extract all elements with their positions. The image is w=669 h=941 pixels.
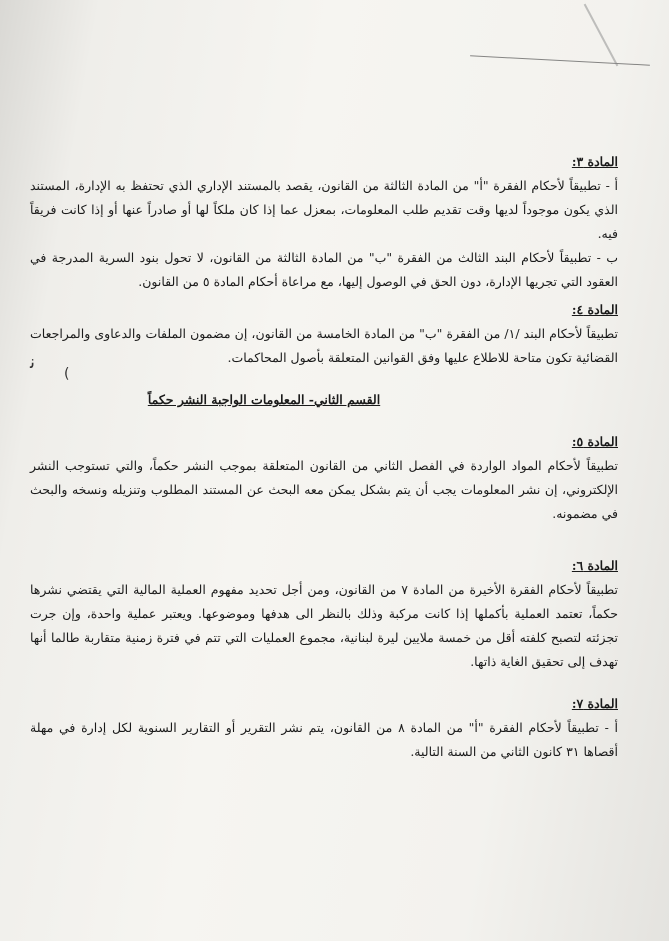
- article-heading: المادة ٦:: [571, 558, 618, 573]
- margin-pen-mark: (: [64, 366, 70, 382]
- article-heading: المادة ٤:: [571, 302, 618, 317]
- document-body: [30, 150, 618, 764]
- article-heading: المادة ٥:: [571, 434, 618, 449]
- article-paragraph: أ - تطبيقاً لأحكام الفقرة "أ" من المادة الثالثة من القانون، يقصد بالمستند الإداري الذي تحتفظ به الإدارة، المستند الذي يكون موجوداً لديها وقت تقديم طلب المعلومات، بمعزل عما إذا كان ملكاً لها أو صادراً عنها أو إذا كانت فريقاً فيه.: [30, 178, 618, 241]
- scan-fold-line: [584, 4, 619, 67]
- scan-fold-line: [470, 55, 650, 65]
- article-paragraph: تطبيقاً لأحكام المواد الواردة في الفصل الثاني من القانون المتعلقة بموجب النشر حكماً، والتي تستوجب النشر الإلكتروني، إن نشر المعلومات يجب أن يتم بشكل يمكن معه البحث عن المستند المطلوب وتنزيله ونسخه والبحث في مضمونه.: [30, 458, 618, 521]
- article-heading: المادة ٧:: [571, 696, 618, 711]
- article-paragraph: تطبيقاً لأحكام الفقرة الأخيرة من المادة ٧ من القانون، ومن أجل تحديد مفهوم العملية المالية التي يقتضي نشرها حكماً، تعتمد العملية بأكملها إذا كانت مركبة وذلك بالنظر الى هدفها وموضوعها. ويعتبر عملية واحدة، وإن جرت تجزئته لتصبح كلفته أقل من خمسة ملايين ليرة لبنانية، مجموع العمليات التي تتم في فترة زمنية متقاربة طالما أنها تهدف إلى تحقيق الغاية ذاتها.: [30, 582, 618, 669]
- section-title: القسم الثاني- المعلومات الواجبة النشر حكماً: [147, 392, 381, 407]
- margin-pen-mark: ﻧ: [30, 352, 36, 373]
- article-paragraph: أ - تطبيقاً لأحكام الفقرة "أ" من المادة ٨ من القانون، يتم نشر التقرير أو التقارير السنوية لكل إدارة في مهلة أقصاها ٣١ كانون الثاني من السنة التالية.: [30, 720, 618, 759]
- article-heading: المادة ٣:: [571, 154, 618, 169]
- article-paragraph: تطبيقاً لأحكام البند /١/ من الفقرة "ب" من المادة الخامسة من القانون، إن مضمون الملفات والدعاوى والمراجعات القضائية تكون متاحة للاطلاع عليها وفق القوانين المتعلقة بأصول المحاكمات.: [30, 326, 619, 365]
- article-paragraph: ب - تطبيقاً لأحكام البند الثالث من الفقرة "ب" من المادة الثالثة من القانون، لا تحول بنود السرية المدرجة في العقود التي تجريها الإدارة، دون الحق في الوصول إليها، مع مراعاة أحكام المادة ٥ من القانون.: [30, 250, 618, 289]
